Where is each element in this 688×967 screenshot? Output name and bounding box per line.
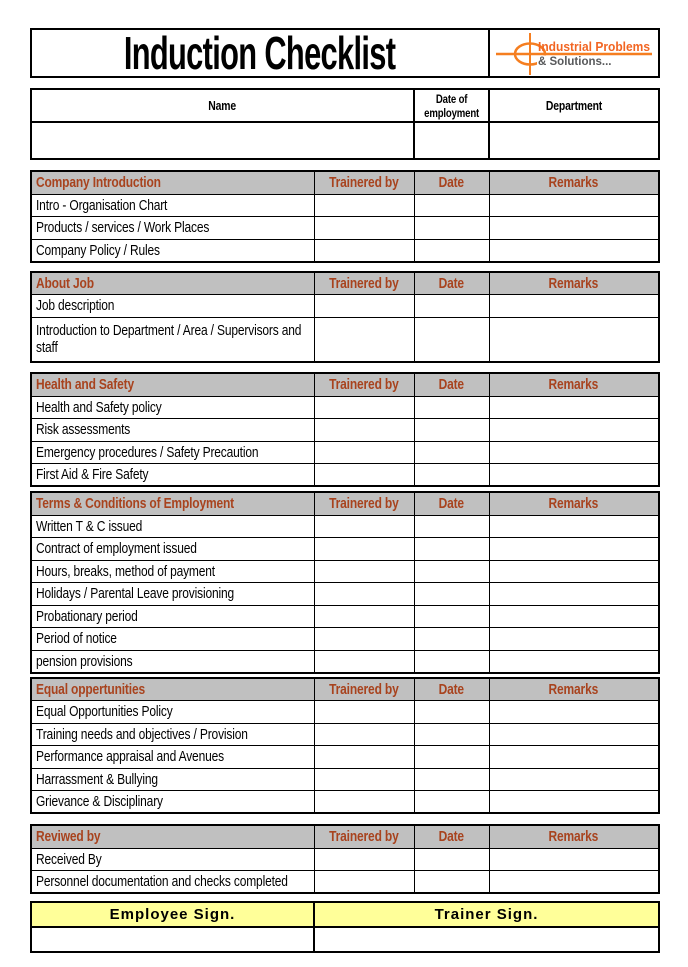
checklist-item-label: pension provisions [31, 650, 314, 673]
checklist-item-label: Received By [31, 848, 314, 871]
section-title: Health and Safety [31, 373, 314, 396]
section-column-header: Date [414, 171, 489, 194]
section-title: Reviwed by [31, 825, 314, 848]
checklist-row [31, 441, 659, 464]
section-column-header: Remarks [489, 678, 659, 701]
checklist-row [31, 194, 659, 217]
logo-cell [489, 29, 659, 77]
checklist-row [31, 605, 659, 628]
name-field[interactable] [31, 122, 414, 159]
remarks-cell[interactable] [489, 848, 659, 871]
checklist-item-label: Training needs and objectives / Provision [31, 723, 314, 746]
trainer-signature-cell[interactable] [314, 927, 659, 952]
department-field[interactable] [489, 122, 659, 159]
date-cell[interactable] [414, 419, 489, 442]
employee-sign-label: Employee Sign. [31, 902, 314, 927]
remarks-cell[interactable] [489, 419, 659, 442]
page-title-cell [31, 29, 489, 77]
name-column-header: Name [31, 89, 414, 122]
remarks-cell[interactable] [489, 317, 659, 362]
section-table [30, 491, 660, 674]
signature-table [30, 901, 660, 953]
trainered-by-cell[interactable] [314, 701, 414, 724]
date-of-employment-column-header: Date of employment [414, 89, 489, 122]
checklist-item-label: First Aid & Fire Safety [31, 464, 314, 487]
checklist-item-label: Intro - Organisation Chart [31, 194, 314, 217]
checklist-item-label: Company Policy / Rules [31, 239, 314, 262]
checklist-row [31, 295, 659, 318]
trainered-by-cell[interactable] [314, 441, 414, 464]
trainered-by-cell[interactable] [314, 217, 414, 240]
remarks-cell[interactable] [489, 441, 659, 464]
checklist-row [31, 560, 659, 583]
section-column-header: Remarks [489, 272, 659, 295]
date-cell[interactable] [414, 871, 489, 894]
trainered-by-cell[interactable] [314, 583, 414, 606]
remarks-cell[interactable] [489, 295, 659, 318]
checklist-row [31, 768, 659, 791]
date-cell[interactable] [414, 217, 489, 240]
logo-text-line2: & Solutions... [538, 56, 612, 68]
checklist-item-label: Hours, breaks, method of payment [31, 560, 314, 583]
trainered-by-cell[interactable] [314, 560, 414, 583]
checklist-sections [30, 170, 658, 894]
trainered-by-cell[interactable] [314, 723, 414, 746]
remarks-cell[interactable] [489, 701, 659, 724]
date-cell[interactable] [414, 791, 489, 814]
date-cell[interactable] [414, 239, 489, 262]
section-column-header: Trainered by [314, 272, 414, 295]
section-column-header: Remarks [489, 171, 659, 194]
checklist-row [31, 538, 659, 561]
section-column-header: Remarks [489, 373, 659, 396]
section-table [30, 824, 660, 894]
page-title: Induction Checklist [124, 29, 396, 77]
section-table [30, 677, 660, 815]
section-column-header: Trainered by [314, 825, 414, 848]
remarks-cell[interactable] [489, 515, 659, 538]
section-title: Equal oppertunities [31, 678, 314, 701]
date-cell[interactable] [414, 560, 489, 583]
remarks-cell[interactable] [489, 396, 659, 419]
section-column-header: Date [414, 373, 489, 396]
trainered-by-cell[interactable] [314, 194, 414, 217]
remarks-cell[interactable] [489, 768, 659, 791]
section-table [30, 372, 660, 487]
date-cell[interactable] [414, 768, 489, 791]
date-cell[interactable] [414, 441, 489, 464]
trainered-by-cell[interactable] [314, 871, 414, 894]
checklist-row [31, 791, 659, 814]
checklist-row [31, 650, 659, 673]
date-cell[interactable] [414, 317, 489, 362]
date-cell[interactable] [414, 701, 489, 724]
remarks-cell[interactable] [489, 239, 659, 262]
trainered-by-cell[interactable] [314, 848, 414, 871]
trainered-by-cell[interactable] [314, 317, 414, 362]
date-cell[interactable] [414, 628, 489, 651]
date-cell[interactable] [414, 848, 489, 871]
section-column-header: Trainered by [314, 678, 414, 701]
trainered-by-cell[interactable] [314, 628, 414, 651]
checklist-item-label: Health and Safety policy [31, 396, 314, 419]
section-title: Terms & Conditions of Employment [31, 492, 314, 515]
date-cell[interactable] [414, 464, 489, 487]
remarks-cell[interactable] [489, 650, 659, 673]
checklist-item-label: Performance appraisal and Avenues [31, 746, 314, 769]
checklist-item-label: Emergency procedures / Safety Precaution [31, 441, 314, 464]
trainered-by-cell[interactable] [314, 791, 414, 814]
date-cell[interactable] [414, 194, 489, 217]
checklist-row [31, 217, 659, 240]
checklist-row [31, 701, 659, 724]
section-column-header: Date [414, 492, 489, 515]
date-cell[interactable] [414, 746, 489, 769]
trainered-by-cell[interactable] [314, 396, 414, 419]
checklist-item-label: Products / services / Work Places [31, 217, 314, 240]
checklist-row [31, 583, 659, 606]
section-column-header: Trainered by [314, 373, 414, 396]
section-column-header: Date [414, 678, 489, 701]
checklist-item-label: Period of notice [31, 628, 314, 651]
logo-text-line1: Industrial Problems [538, 39, 650, 54]
checklist-row [31, 464, 659, 487]
checklist-row [31, 848, 659, 871]
checklist-row [31, 723, 659, 746]
employee-info-table [30, 88, 660, 160]
remarks-cell[interactable] [489, 560, 659, 583]
trainered-by-cell[interactable] [314, 538, 414, 561]
remarks-cell[interactable] [489, 746, 659, 769]
section-column-header: Date [414, 825, 489, 848]
checklist-row [31, 396, 659, 419]
date-cell[interactable] [414, 295, 489, 318]
checklist-row [31, 628, 659, 651]
trainered-by-cell[interactable] [314, 605, 414, 628]
section-column-header: Remarks [489, 492, 659, 515]
remarks-cell[interactable] [489, 871, 659, 894]
title-block [30, 28, 660, 78]
section-column-header: Remarks [489, 825, 659, 848]
document-content [30, 28, 658, 953]
remarks-cell[interactable] [489, 464, 659, 487]
checklist-row [31, 515, 659, 538]
trainer-sign-label: Trainer Sign. [314, 902, 659, 927]
section-title: Company Introduction [31, 171, 314, 194]
trainered-by-cell[interactable] [314, 515, 414, 538]
section-column-header: Date [414, 272, 489, 295]
checklist-item-label: Grievance & Disciplinary [31, 791, 314, 814]
checklist-row [31, 746, 659, 769]
date-cell[interactable] [414, 605, 489, 628]
checklist-item-label: Risk assessments [31, 419, 314, 442]
trainered-by-cell[interactable] [314, 239, 414, 262]
department-column-header: Department [489, 89, 659, 122]
checklist-row [31, 871, 659, 894]
checklist-item-label: Personnel documentation and checks completed [31, 871, 314, 894]
trainered-by-cell[interactable] [314, 768, 414, 791]
section-column-header: Trainered by [314, 492, 414, 515]
checklist-row [31, 419, 659, 442]
trainered-by-cell[interactable] [314, 419, 414, 442]
remarks-cell[interactable] [489, 628, 659, 651]
checklist-item-label: Job description [31, 295, 314, 318]
remarks-cell[interactable] [489, 217, 659, 240]
date-cell[interactable] [414, 583, 489, 606]
remarks-cell[interactable] [489, 538, 659, 561]
date-cell[interactable] [414, 538, 489, 561]
date-cell[interactable] [414, 515, 489, 538]
company-logo [490, 30, 656, 76]
date-cell[interactable] [414, 650, 489, 673]
remarks-cell[interactable] [489, 791, 659, 814]
checklist-item-label: Harrassment & Bullying [31, 768, 314, 791]
remarks-cell[interactable] [489, 605, 659, 628]
remarks-cell[interactable] [489, 723, 659, 746]
trainered-by-cell[interactable] [314, 464, 414, 487]
date-cell[interactable] [414, 723, 489, 746]
trainered-by-cell[interactable] [314, 746, 414, 769]
section-table [30, 170, 660, 263]
checklist-item-label: Introduction to Department / Area / Supervisors and staff [31, 317, 314, 362]
checklist-row [31, 317, 659, 362]
date-of-employment-field[interactable] [414, 122, 489, 159]
section-title: About Job [31, 272, 314, 295]
date-cell[interactable] [414, 396, 489, 419]
remarks-cell[interactable] [489, 194, 659, 217]
checklist-item-label: Written T & C issued [31, 515, 314, 538]
checklist-row [31, 239, 659, 262]
section-table [30, 271, 660, 364]
section-column-header: Trainered by [314, 171, 414, 194]
employee-signature-cell[interactable] [31, 927, 314, 952]
checklist-item-label: Contract of employment issued [31, 538, 314, 561]
remarks-cell[interactable] [489, 583, 659, 606]
checklist-item-label: Equal Opportunities Policy [31, 701, 314, 724]
checklist-item-label: Probationary period [31, 605, 314, 628]
checklist-item-label: Holidays / Parental Leave provisioning [31, 583, 314, 606]
trainered-by-cell[interactable] [314, 295, 414, 318]
trainered-by-cell[interactable] [314, 650, 414, 673]
